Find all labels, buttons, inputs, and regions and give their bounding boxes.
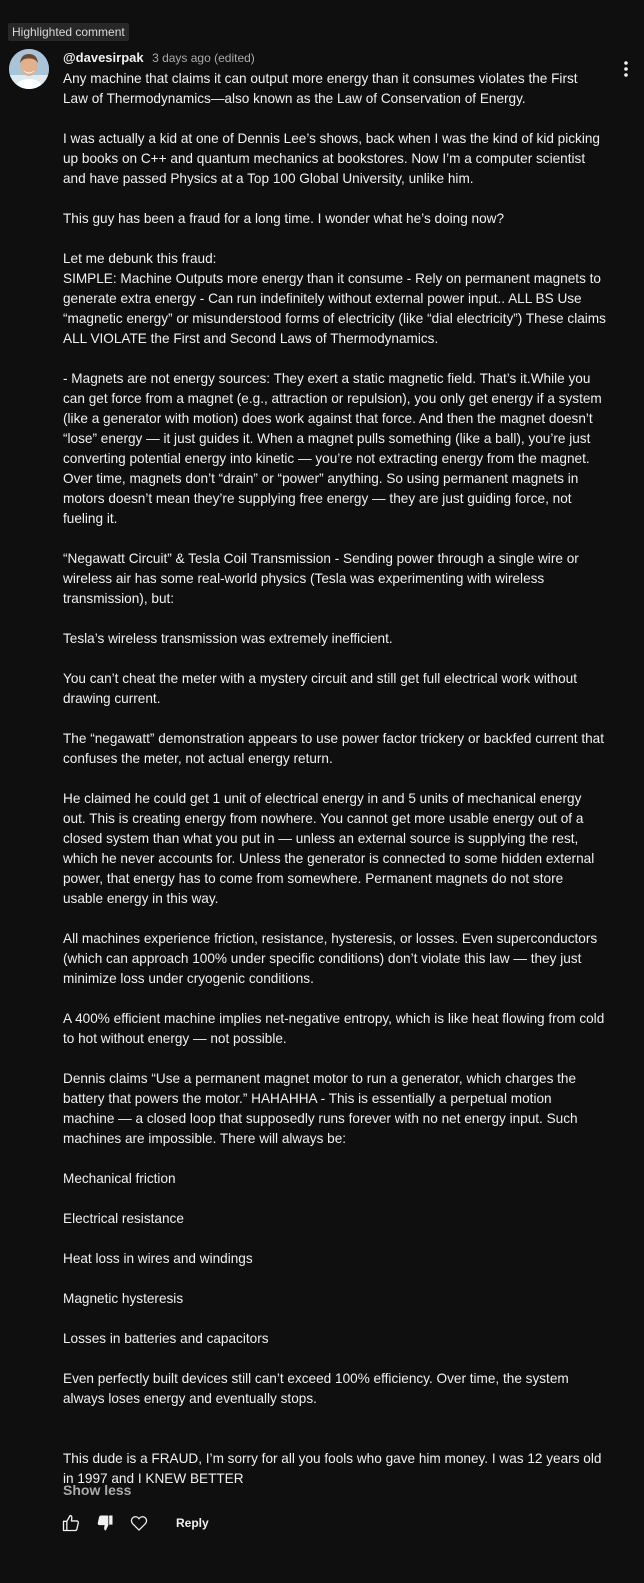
comment-paragraph: The “negawatt” demonstration appears to use power factor trickery or backfed current that confuses the meter, not actual energy return. [63,731,604,766]
comment-timestamp[interactable]: 3 days ago (edited) [152,51,255,65]
avatar[interactable] [9,49,49,89]
heart-icon [129,1513,149,1533]
comment-list-item: Magnetic hysteresis [63,1291,184,1306]
comment-list-item: Heat loss in wires and windings [63,1251,253,1266]
comment-header [63,49,255,67]
show-less-button[interactable]: Show less [63,1482,132,1498]
comment-paragraph: Dennis claims “Use a permanent magnet motor to run a generator, which charges the battery that powers the motor.” HAHAHHA - This is essentially a perpetual motion machine — a closed loop that supposedly runs forever with no net energy input. Such machines are impossible. There will always be: [63,1071,578,1146]
comment-paragraph: He claimed he could get 1 unit of electrical energy in and 5 units of mechanical energy out. This is creating energy from nowhere. You cannot get more usable energy out of a closed system than what you put in — unless an external source is supplying the rest, which he never accounts for. Unless the generator is connected to some hidden external power, that energy has to come from somewhere. Permanent magnets do not store usable energy in this way. [63,791,595,906]
avatar-image [9,49,49,89]
comment-paragraph: A 400% efficient machine implies net-negative entropy, which is like heat flowing from cold to hot without energy — not possible. [63,1011,605,1046]
comment-paragraph: Tesla’s wireless transmission was extremely inefficient. [63,631,393,646]
highlighted-comment-badge: Highlighted comment [8,23,129,41]
like-button[interactable] [60,1512,82,1534]
more-vert-icon [624,61,628,77]
comment-paragraph: - Magnets are not energy sources: They exert a static magnetic field. That’s it.While you can get force from a magnet (e.g., attraction or repulsion), you only get energy if a system (like a generator with motion) does work against that force. And then the magnet doesn’t “lose” energy — it just guides it. When a magnet pulls something (like a ball), you’re just converting potential energy into kinetic — you’re not extracting energy from the magnet. Over time, magnets don’t “drain” or “power” anything. So using permanent magnets in motors doesn’t mean they’re supplying free energy — they are just guiding force, not fueling it. [63,371,602,526]
comment-list-item: Mechanical friction [63,1171,176,1186]
dislike-button[interactable] [94,1512,116,1534]
comment-paragraph: Let me debunk this fraud: SIMPLE: Machine Outputs more energy than it consume - Rely on permanent magnets to generate extra energy - Can run indefinitely without external power input.. ALL BS Use “magnetic energy” or misunderstood forms of electricity (like “dial electricity”) These claims ALL VIOLATE the First and Second Laws of Thermodynamics. [63,251,606,346]
comment-paragraph: This guy has been a fraud for a long time. I wonder what he’s doing now? [63,211,505,226]
thumb-down-filled-icon [95,1513,115,1533]
comment-paragraph: “Negawatt Circuit” & Tesla Coil Transmission - Sending power through a single wire or wireless air has some real-world physics (Tesla was experimenting with wireless transmission), but: [63,551,579,606]
comment-action-bar [60,1510,209,1536]
more-actions-button[interactable] [616,57,636,81]
creator-heart-button[interactable] [128,1512,150,1534]
comment-paragraph: All machines experience friction, resistance, hysteresis, or losses. Even superconductors (which can approach 100% under specific conditions) don’t violate this law — they just minimize loss under cryogenic conditions. [63,931,598,986]
comment-paragraph: I was actually a kid at one of Dennis Lee’s shows, back when I was the kind of kid picking up books on C++ and quantum mechanics at bookstores. Now I’m a computer scientist and have passed Physics at a Top 100 Global University, unlike him. [63,131,600,186]
comment-paragraph: You can’t cheat the meter with a mystery circuit and still get full electrical work without drawing current. [63,671,578,706]
thumb-up-icon [61,1513,81,1533]
comment-paragraph: Any machine that claims it can output more energy than it consumes violates the First Law of Thermodynamics—also known as the Law of Conservation of Energy. [63,71,578,106]
comment-paragraph: Even perfectly built devices still can’t exceed 100% efficiency. Over time, the system always loses energy and eventually stops. [63,1371,569,1406]
comment-author[interactable]: @davesirpak [63,50,144,65]
comment-paragraph: This dude is a FRAUD, I’m sorry for all you fools who gave him money. I was 12 years old in 1997 and I KNEW BETTER [63,1451,602,1486]
reply-button[interactable]: Reply [176,1516,209,1530]
comment-list-item: Electrical resistance [63,1211,184,1226]
comment-text [63,69,606,1509]
comment-list-item: Losses in batteries and capacitors [63,1331,269,1346]
